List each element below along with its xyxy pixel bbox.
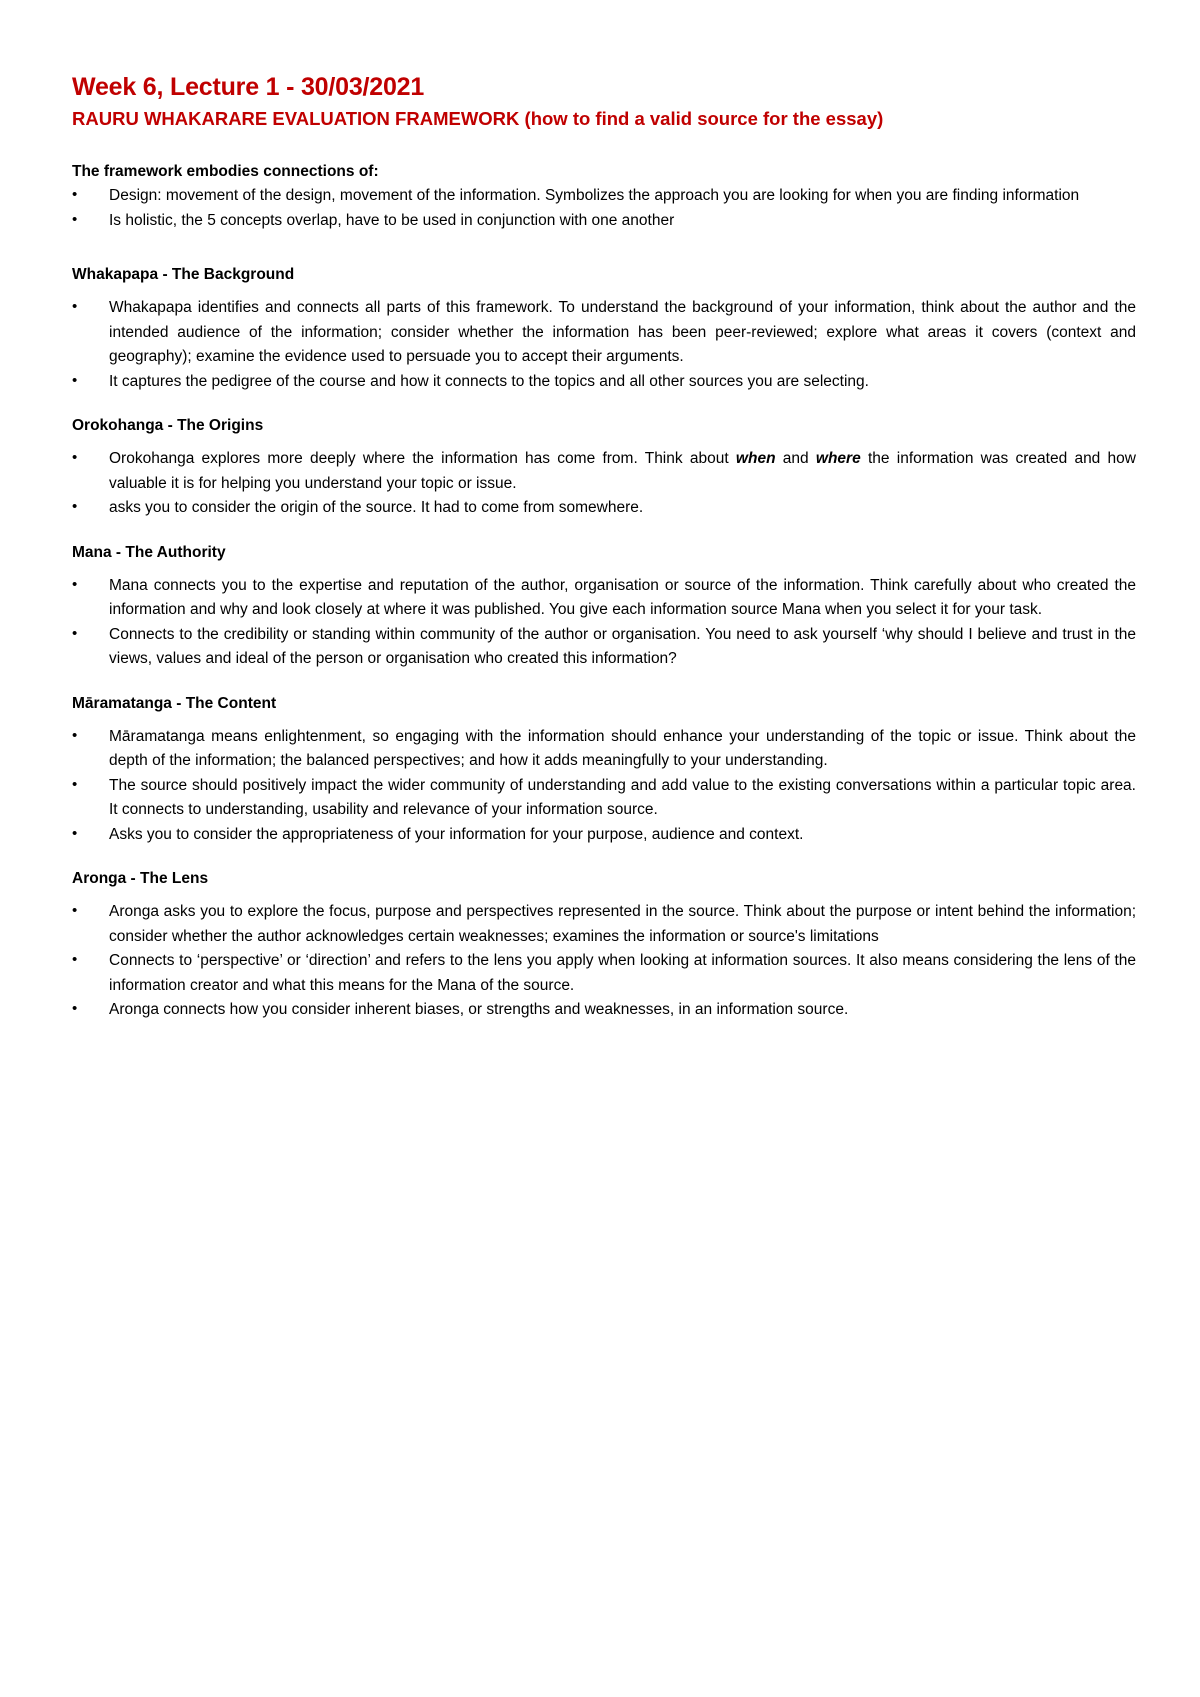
bullet-icon: • [72, 902, 78, 919]
list-item: • Orokohanga explores more deeply where the information has come from. Think about when and where the information was created and how valuable it is for helping you understand your topic or issue. [72, 449, 1136, 492]
section-heading: Aronga - The Lens [72, 870, 209, 887]
bullet-icon: • [72, 726, 78, 744]
list-item: • Connects to ‘perspective’ or ‘direction’ and refers to the lens you apply when looking at information sources. It also means considering the lens of the information creator and what this means for the Mana of the source. [72, 951, 1136, 994]
list-item: • It captures the pedigree of the course and how it connects to the topics and all other sources you are selecting. [72, 371, 869, 390]
bullet-icon: • [72, 449, 78, 466]
intro-section [72, 160, 1136, 233]
section-list [72, 725, 1136, 848]
list-item: • Mana connects you to the expertise and reputation of the author, organisation or source of the information. Think carefully about who created the information and why and look closely at where it was published. You give each information source Mana when you select it for your task. [72, 575, 1136, 618]
bullet-icon: • [72, 575, 78, 593]
bullet-icon: • [72, 210, 78, 228]
section-list [72, 900, 1136, 1023]
section-aronga [72, 867, 1136, 1023]
bullet-icon: • [72, 1000, 78, 1017]
list-item: • Māramatanga means enlightenment, so engaging with the information should enhance your understanding of the topic or issue. Think about the depth of the information; the balanced perspectives; and how it adds meaningfully to your understanding. [72, 726, 1136, 769]
list-item: • Is holistic, the 5 concepts overlap, have to be used in conjunction with one another [72, 210, 675, 229]
section-heading: Whakapapa - The Background [72, 266, 295, 283]
intro-list [72, 184, 1136, 233]
section-mana [72, 541, 1136, 672]
emphasis-where: where [815, 450, 861, 467]
section-orokohanga [72, 414, 1136, 521]
bullet-icon: • [72, 624, 78, 642]
list-item: • Connects to the credibility or standing within community of the author or organisation. You need to ask yourself ‘why should I believe and trust in the views, values and ideal of the person or organisation who created this information? [72, 624, 1136, 667]
bullet-icon: • [72, 186, 78, 203]
list-item: • The source should positively impact the wider community of understanding and add value to the existing conversations within a particular topic area. It connects to understanding, usability and relevance of your information source. [72, 775, 1136, 818]
list-item: • Aronga connects how you consider inherent biases, or strengths and weaknesses, in an information source. [72, 1000, 849, 1018]
bullet-icon: • [72, 775, 78, 793]
list-item: • Aronga asks you to explore the focus, purpose and perspectives represented in the source. Think about the purpose or intent behind the information; consider whether the author acknowledges certain weaknesses; examines the information or source's limitations [72, 902, 1136, 945]
section-list [72, 574, 1136, 672]
emphasis-when: when [735, 450, 776, 467]
section-heading: Māramatanga - The Content [72, 694, 277, 712]
bullet-icon: • [72, 824, 78, 842]
bullet-icon: • [72, 951, 78, 968]
list-item: • asks you to consider the origin of the source. It had to come from somewhere. [72, 498, 644, 516]
document-page [72, 70, 1136, 1043]
list-item: • Design: movement of the design, movement of the information. Symbolizes the approach you are looking for when you are finding information [72, 186, 1080, 204]
section-list [72, 447, 1136, 521]
list-item: • Whakapapa identifies and connects all parts of this framework. To understand the background of your information, think about the author and the intended audience of the information; consider whether the information has been peer-reviewed; explore what areas it covers (context and geography); examine the evidence used to persuade you to accept their arguments. [72, 298, 1136, 365]
section-list [72, 296, 1136, 394]
section-heading: Orokohanga - The Origins [72, 417, 264, 434]
section-maramatanga [72, 692, 1136, 848]
bullet-icon: • [72, 298, 78, 315]
section-whakapapa [72, 263, 1136, 394]
bullet-icon: • [72, 498, 78, 515]
bullet-icon: • [72, 371, 78, 389]
page-subtitle: RAURU WHAKARARE EVALUATION FRAMEWORK (how to find a valid source for the essay) [72, 108, 884, 129]
intro-heading: The framework embodies connections of: [72, 163, 379, 180]
page-title: Week 6, Lecture 1 - 30/03/2021 [72, 73, 425, 101]
list-item: • Asks you to consider the appropriateness of your information for your purpose, audience and context. [72, 824, 804, 843]
section-heading: Mana - The Authority [72, 543, 226, 561]
